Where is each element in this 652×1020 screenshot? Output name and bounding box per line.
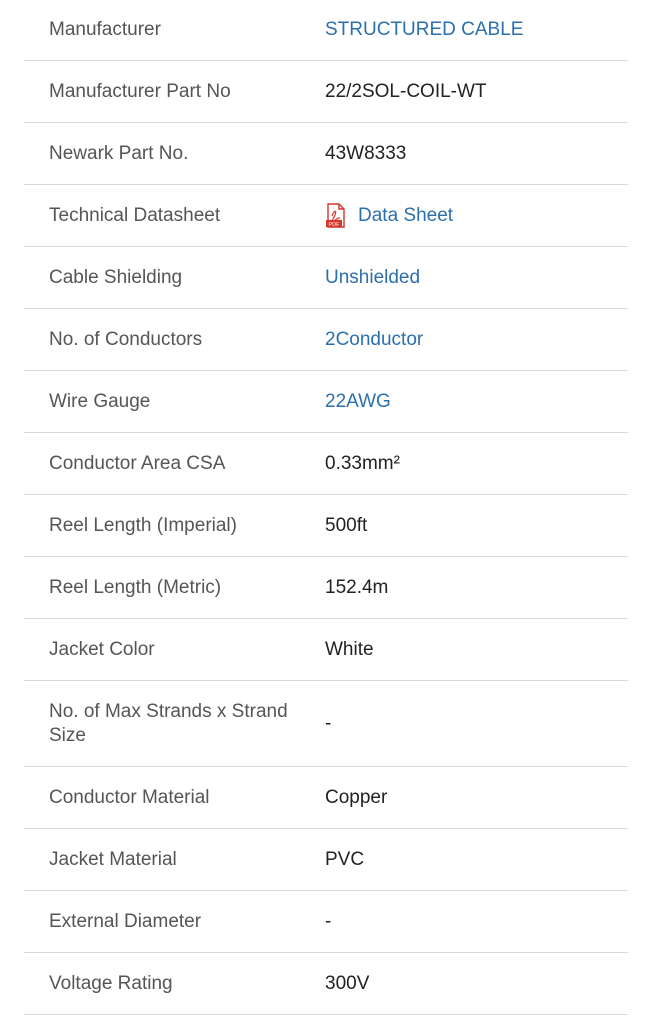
spec-row-reel-length-metric [24,557,628,619]
conductors-link[interactable]: 2Conductor [325,328,424,350]
spec-row-manufacturer-part-no [24,61,628,123]
spec-value: - [325,712,332,734]
spec-row-newark-part-no [24,123,628,185]
spec-row-conductor-area-csa [24,433,628,495]
spec-value: White [325,638,374,660]
spec-label: Voltage Rating [49,972,173,994]
manufacturer-link[interactable]: STRUCTURED CABLE [325,19,524,40]
spec-value: 500ft [325,514,368,536]
spec-label: Manufacturer [49,19,161,40]
spec-value: 300V [325,972,370,994]
spec-row-cable-shielding [24,247,628,309]
spec-value: Copper [325,786,388,808]
spec-row-no-of-conductors [24,309,628,371]
pdf-icon [325,203,347,229]
spec-value: 43W8333 [325,142,407,164]
spec-row-reel-length-imperial [24,495,628,557]
spec-label: Conductor Material [49,786,210,808]
spec-row-external-diameter [24,891,628,953]
spec-label: Newark Part No. [49,142,189,164]
spec-label: Technical Datasheet [49,204,221,226]
pdf-icon-text: PDF [328,221,340,228]
datasheet-link-label[interactable]: Data Sheet [358,204,454,226]
spec-row-conductor-material [24,767,628,829]
spec-label: Reel Length (Imperial) [49,514,237,536]
spec-label: External Diameter [49,910,202,932]
spec-row-manufacturer [24,0,628,61]
spec-label: Wire Gauge [49,390,151,412]
spec-label: Jacket Color [49,638,155,660]
spec-row-jacket-color [24,619,628,681]
spec-row-wire-gauge [24,371,628,433]
spec-value: PVC [325,848,365,870]
spec-value: - [325,910,332,932]
spec-label: No. of Max Strands x Strand Size [49,700,288,746]
spec-value: 152.4m [325,576,389,598]
spec-row-voltage-rating [24,953,628,1015]
spec-row-max-strands [24,681,628,767]
spec-label: Cable Shielding [49,266,183,288]
product-specifications-table [24,0,628,1015]
spec-label: Jacket Material [49,848,177,870]
spec-label: No. of Conductors [49,328,203,350]
spec-row-jacket-material [24,829,628,891]
spec-value: 22/2SOL-COIL-WT [325,80,487,102]
cable-shielding-link[interactable]: Unshielded [325,266,421,288]
datasheet-link[interactable] [325,203,628,229]
spec-row-technical-datasheet [24,185,628,247]
spec-label: Manufacturer Part No [49,80,231,102]
spec-label: Reel Length (Metric) [49,576,222,598]
wire-gauge-link[interactable]: 22AWG [325,390,391,412]
spec-value: 0.33mm² [325,452,400,474]
spec-label: Conductor Area CSA [49,452,226,474]
